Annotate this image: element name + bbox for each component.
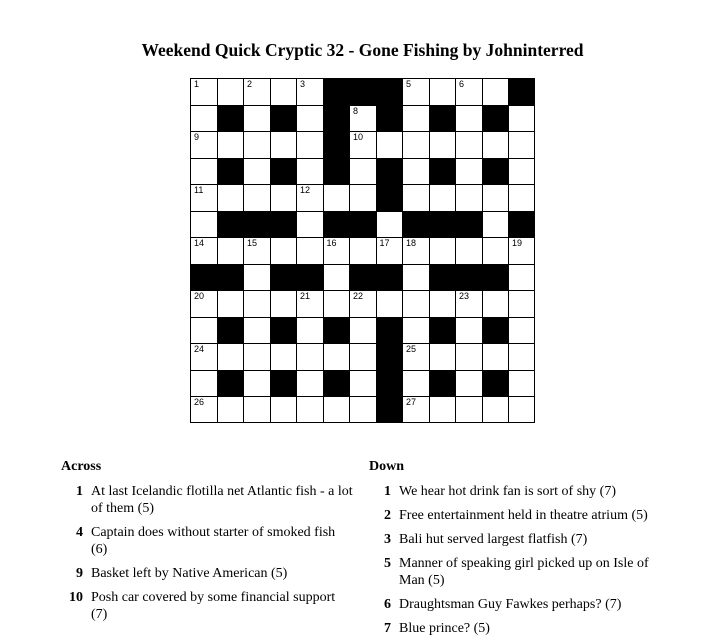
black-square: [430, 106, 457, 133]
grid-cell[interactable]: [218, 397, 245, 423]
grid-cell[interactable]: [297, 106, 324, 133]
grid-cell[interactable]: [456, 371, 483, 398]
grid-cell[interactable]: [483, 344, 510, 371]
grid-cell[interactable]: [244, 344, 271, 371]
black-square: [271, 265, 298, 292]
clue-num: 1: [384, 484, 391, 499]
grid-cell[interactable]: [297, 238, 324, 265]
grid-cell[interactable]: [218, 185, 245, 212]
grid-cell[interactable]: [244, 371, 271, 398]
grid-cell[interactable]: [271, 132, 298, 159]
clue-item[interactable]: [369, 507, 669, 524]
grid-cell[interactable]: [244, 265, 271, 292]
clue-num: 9: [76, 566, 83, 581]
clue-number: 26: [194, 397, 205, 407]
clue-item[interactable]: [61, 589, 353, 623]
clue-item[interactable]: [61, 483, 353, 517]
grid-cell[interactable]: [456, 132, 483, 159]
black-square: [509, 212, 535, 239]
grid-cell[interactable]: [350, 291, 377, 318]
clue-number: 17: [379, 238, 390, 248]
clue-number: 14: [194, 238, 205, 248]
black-square: [483, 159, 510, 186]
clue-number: 1: [194, 79, 200, 89]
clue-num: 5: [384, 556, 391, 571]
clue-text: Manner of speaking girl picked up on Isle of Man (5): [399, 556, 649, 588]
grid-cell[interactable]: [456, 185, 483, 212]
clue-text: Captain does without starter of smoked fish (6): [91, 525, 336, 557]
black-square: [430, 212, 457, 239]
grid-cell[interactable]: [350, 106, 377, 133]
grid-cell[interactable]: [430, 344, 457, 371]
grid-cell[interactable]: [218, 132, 245, 159]
grid-cell[interactable]: [244, 238, 271, 265]
clue-num: 1: [76, 484, 83, 499]
black-square: [403, 212, 430, 239]
grid-cell[interactable]: [350, 318, 377, 345]
crossword-grid: [190, 78, 535, 423]
clue-number: 22: [353, 291, 364, 301]
grid-cell[interactable]: [430, 185, 457, 212]
grid-cell[interactable]: [191, 397, 218, 423]
black-square: [483, 318, 510, 345]
grid-cell[interactable]: [297, 212, 324, 239]
grid-cell[interactable]: [430, 291, 457, 318]
grid-cell[interactable]: [191, 185, 218, 212]
black-square: [456, 212, 483, 239]
grid-cell[interactable]: [403, 344, 430, 371]
grid-cell[interactable]: [324, 185, 351, 212]
black-square: [377, 159, 404, 186]
clue-number: 8: [353, 105, 359, 116]
black-square: [218, 212, 245, 239]
black-square: [271, 212, 298, 239]
grid-cell[interactable]: [403, 185, 430, 212]
grid-cell[interactable]: [297, 185, 324, 212]
grid-cell[interactable]: [377, 132, 404, 159]
black-square: [324, 106, 351, 133]
grid-cell[interactable]: [191, 106, 218, 133]
clue-num: 10: [69, 590, 83, 605]
black-square: [324, 371, 351, 398]
clue-text: At last Icelandic flotilla net Atlantic fish - a lot of them (5): [91, 484, 353, 516]
black-square: [218, 265, 245, 292]
black-square: [350, 79, 377, 106]
black-square: [324, 79, 351, 106]
grid-cell[interactable]: [244, 291, 271, 318]
across-clue-list: [61, 483, 353, 630]
black-square: [271, 159, 298, 186]
grid-cell[interactable]: [191, 318, 218, 345]
black-square: [377, 265, 404, 292]
black-square: [483, 371, 510, 398]
black-square: [456, 265, 483, 292]
clue-item[interactable]: [369, 483, 669, 500]
grid-cell[interactable]: [430, 238, 457, 265]
clue-num: 6: [384, 597, 391, 612]
grid-cell[interactable]: [430, 79, 457, 106]
grid-cell[interactable]: [377, 291, 404, 318]
grid-cell[interactable]: [509, 318, 535, 345]
clue-number: 20: [194, 291, 205, 301]
black-square: [271, 371, 298, 398]
grid-cell[interactable]: [191, 212, 218, 239]
grid-cell[interactable]: [350, 185, 377, 212]
black-square: [430, 318, 457, 345]
black-square: [297, 265, 324, 292]
grid-cell[interactable]: [403, 106, 430, 133]
black-square: [218, 159, 245, 186]
grid-cell[interactable]: [483, 238, 510, 265]
grid-cell[interactable]: [456, 344, 483, 371]
black-square: [271, 106, 298, 133]
black-square: [271, 318, 298, 345]
clue-number: 5: [406, 79, 412, 89]
clue-number: 27: [406, 397, 417, 407]
clue-text: We hear hot drink fan is sort of shy (7): [399, 484, 616, 499]
grid-cell[interactable]: [244, 106, 271, 133]
black-square: [218, 318, 245, 345]
grid-cell[interactable]: [324, 291, 351, 318]
clue-text: Blue prince? (5): [399, 621, 490, 636]
clue-number: 6: [459, 79, 465, 89]
clue-text: Draughtsman Guy Fawkes perhaps? (7): [399, 597, 622, 612]
black-square: [350, 265, 377, 292]
clue-num: 7: [384, 621, 391, 636]
black-square: [377, 318, 404, 345]
grid-cell[interactable]: [509, 371, 535, 398]
black-square: [191, 265, 218, 292]
grid-cell[interactable]: [191, 238, 218, 265]
black-square: [483, 265, 510, 292]
black-square: [483, 106, 510, 133]
grid-cell[interactable]: [509, 185, 535, 212]
grid-cell[interactable]: [244, 132, 271, 159]
black-square: [509, 79, 535, 106]
black-square: [430, 159, 457, 186]
grid-cell[interactable]: [244, 318, 271, 345]
black-square: [377, 344, 404, 371]
clue-item[interactable]: [369, 596, 669, 613]
clue-item[interactable]: [369, 531, 669, 548]
grid-cell[interactable]: [244, 79, 271, 106]
grid-cell[interactable]: [297, 159, 324, 186]
clue-number: 3: [300, 79, 306, 89]
grid-cell[interactable]: [297, 318, 324, 345]
grid-cell[interactable]: [483, 397, 510, 423]
grid-cell[interactable]: [377, 238, 404, 265]
grid-cell[interactable]: [456, 106, 483, 133]
black-square: [324, 159, 351, 186]
clue-number: 10: [353, 132, 364, 142]
grid-cell[interactable]: [324, 238, 351, 265]
grid-cell[interactable]: [430, 397, 457, 423]
grid-cell[interactable]: [483, 212, 510, 239]
grid-cell[interactable]: [297, 291, 324, 318]
clue-number: 23: [459, 291, 470, 301]
black-square: [377, 371, 404, 398]
grid-cell[interactable]: [218, 238, 245, 265]
grid-cell[interactable]: [350, 371, 377, 398]
grid-cell[interactable]: [456, 397, 483, 423]
grid-cell[interactable]: [350, 238, 377, 265]
clue-number: 25: [406, 344, 417, 354]
black-square: [377, 106, 404, 133]
clue-number: 12: [300, 185, 311, 195]
grid-cell[interactable]: [509, 344, 535, 371]
black-square: [244, 212, 271, 239]
grid-cell[interactable]: [483, 291, 510, 318]
grid-cell[interactable]: [324, 265, 351, 292]
clue-number: 2: [247, 79, 253, 89]
grid-cell[interactable]: [403, 291, 430, 318]
grid-cell[interactable]: [350, 132, 377, 159]
grid-cell[interactable]: [456, 318, 483, 345]
across-heading: Across: [61, 459, 102, 474]
grid-cell[interactable]: [191, 132, 218, 159]
black-square: [377, 185, 404, 212]
grid-cell[interactable]: [218, 344, 245, 371]
black-square: [350, 212, 377, 239]
down-heading: Down: [369, 459, 405, 474]
grid-cell[interactable]: [297, 132, 324, 159]
grid-cell[interactable]: [218, 291, 245, 318]
grid-cell[interactable]: [483, 185, 510, 212]
grid-cell[interactable]: [509, 265, 535, 292]
grid-cell[interactable]: [403, 79, 430, 106]
clue-text: Basket left by Native American (5): [91, 566, 288, 581]
grid-cell[interactable]: [403, 159, 430, 186]
clue-number: 21: [300, 291, 311, 301]
grid-cell[interactable]: [324, 397, 351, 423]
grid-cell[interactable]: [377, 212, 404, 239]
grid-cell[interactable]: [403, 132, 430, 159]
clue-num: 4: [76, 525, 83, 540]
black-square: [430, 371, 457, 398]
grid-cell[interactable]: [509, 397, 535, 423]
puzzle-title: Weekend Quick Cryptic 32 - Gone Fishing by Johninterred: [141, 40, 584, 60]
grid-cell[interactable]: [191, 159, 218, 186]
grid-cell[interactable]: [403, 265, 430, 292]
grid-cell[interactable]: [271, 291, 298, 318]
black-square: [324, 132, 351, 159]
black-square: [324, 212, 351, 239]
grid-cell[interactable]: [191, 79, 218, 106]
grid-cell[interactable]: [191, 344, 218, 371]
grid-cell[interactable]: [297, 371, 324, 398]
clue-num: 3: [384, 532, 391, 547]
grid-cell[interactable]: [218, 79, 245, 106]
grid-cell[interactable]: [191, 371, 218, 398]
grid-cell[interactable]: [509, 291, 535, 318]
clue-number: 15: [247, 238, 258, 248]
grid-cell[interactable]: [297, 397, 324, 423]
clue-item[interactable]: [369, 555, 669, 589]
black-square: [377, 397, 404, 423]
down-clue-list: [369, 483, 669, 644]
grid-cell[interactable]: [324, 344, 351, 371]
grid-cell[interactable]: [509, 132, 535, 159]
clue-number: 9: [194, 132, 200, 142]
black-square: [430, 265, 457, 292]
grid-cell[interactable]: [456, 238, 483, 265]
grid-cell[interactable]: [456, 79, 483, 106]
grid-cell[interactable]: [403, 238, 430, 265]
grid-cell[interactable]: [483, 132, 510, 159]
grid-cell[interactable]: [244, 397, 271, 423]
grid-cell[interactable]: [244, 159, 271, 186]
grid-cell[interactable]: [403, 371, 430, 398]
grid-cell[interactable]: [403, 397, 430, 423]
grid-cell[interactable]: [191, 291, 218, 318]
grid-cell[interactable]: [244, 185, 271, 212]
clue-number: 11: [194, 185, 204, 195]
grid-cell[interactable]: [271, 185, 298, 212]
grid-cell[interactable]: [271, 79, 298, 106]
black-square: [218, 371, 245, 398]
grid-cell[interactable]: [271, 238, 298, 265]
grid-cell[interactable]: [350, 344, 377, 371]
black-square: [218, 106, 245, 133]
grid-cell[interactable]: [297, 79, 324, 106]
grid-cell[interactable]: [271, 344, 298, 371]
grid-cell[interactable]: [456, 291, 483, 318]
grid-cell[interactable]: [509, 106, 535, 133]
grid-cell[interactable]: [509, 238, 535, 265]
grid-cell[interactable]: [456, 159, 483, 186]
grid-cell[interactable]: [430, 132, 457, 159]
grid-cell[interactable]: [271, 397, 298, 423]
clue-item[interactable]: [61, 565, 353, 582]
clue-item[interactable]: [369, 620, 669, 637]
grid-cell[interactable]: [483, 79, 510, 106]
grid-cell[interactable]: [403, 318, 430, 345]
grid-cell[interactable]: [509, 159, 535, 186]
clue-text: Bali hut served largest flatfish (7): [399, 532, 588, 547]
black-square: [324, 318, 351, 345]
grid-cell[interactable]: [350, 159, 377, 186]
clue-text: Free entertainment held in theatre atrium (5): [399, 508, 648, 523]
clue-number: 24: [194, 344, 205, 354]
clue-num: 2: [384, 508, 391, 523]
grid-cell[interactable]: [297, 344, 324, 371]
clue-item[interactable]: [61, 524, 353, 558]
grid-cell[interactable]: [350, 397, 377, 423]
clue-text: Posh car covered by some financial support (7): [91, 590, 336, 622]
clue-number: 18: [406, 238, 417, 248]
clue-number: 19: [512, 238, 523, 248]
black-square: [377, 79, 404, 106]
clue-number: 16: [326, 238, 337, 248]
